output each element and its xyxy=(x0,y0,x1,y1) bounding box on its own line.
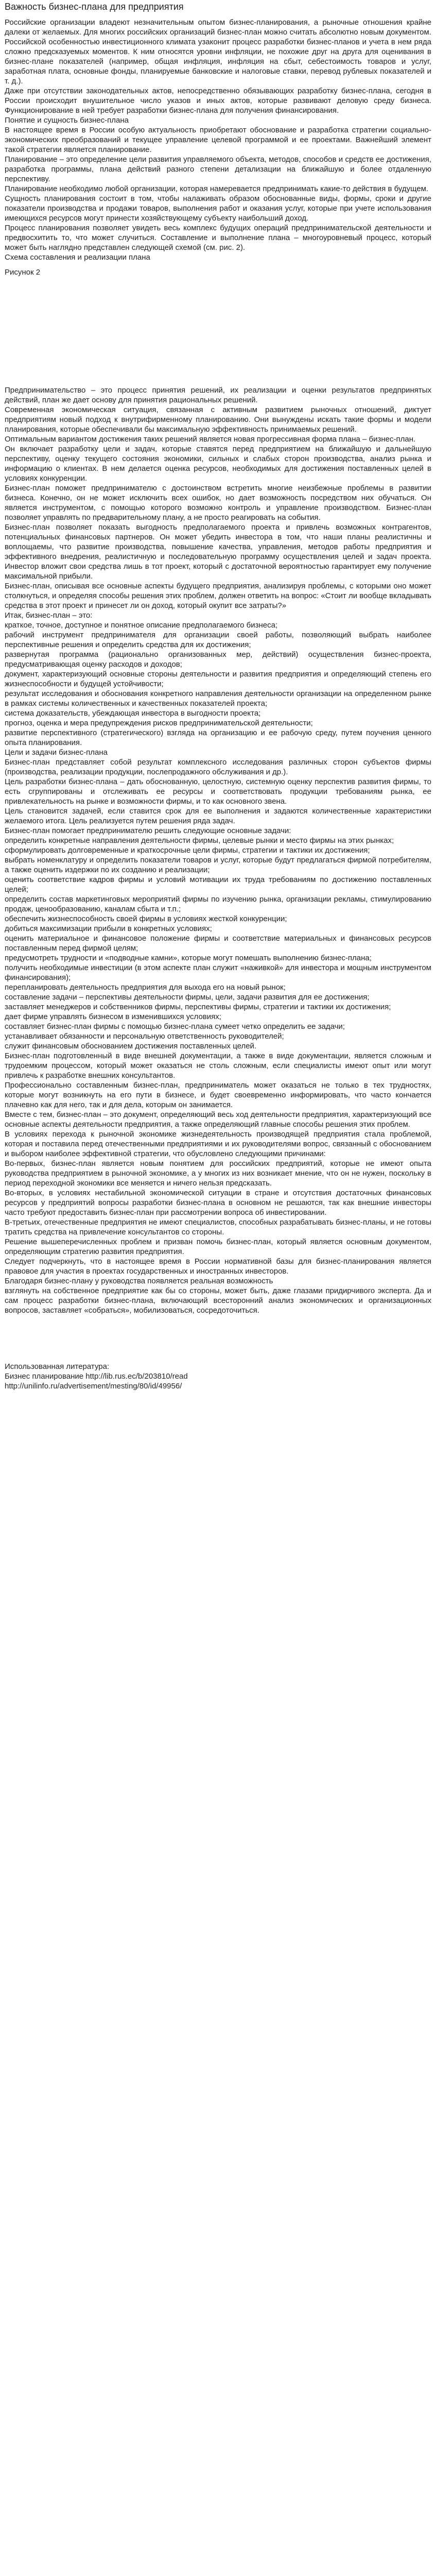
paragraph: Он включает разработку цели и задач, которые ставятся перед предприятием на ближайшую и дальнейшую перспективу, оценку текущего состояния экономики, сильных и слабых сторон производства, анализ рынка и информацию о клиентах. В нем делается оценка ресурсов, необходимых для достижения поставленных целей в условиях конкуренции. xyxy=(5,445,431,483)
paragraph: определить состав маркетинговых мероприятий фирмы по изучению рынка, организации рекламы, стимулированию продаж, ценообразованию, каналам сбыта и т.п.; xyxy=(5,895,431,913)
paragraph: Предпринимательство – это процесс принятия решений, их реализации и оценки результатов предпринятых действий, план же дает основу для принятия рациональных решений. xyxy=(5,386,431,404)
article-title: Важность бизнес-плана для предприятия xyxy=(5,2,184,12)
paragraph: Благодаря бизнес-плану у руководства появляется реальная возможность xyxy=(5,1277,273,1285)
section-heading: Понятие и сущность бизнес-плана xyxy=(5,116,129,125)
paragraph: В условиях перехода к рыночной экономике жизнедеятельность производящей предприятия стала проблемой, которая и поставила перед отечественными предприятиями и их руководителями вопрос, связанный с обоснованием и выбором наиболее эффективной стратегии, что обусловлено следующими причинами: xyxy=(5,1130,431,1158)
paragraph: В-третьих, отечественные предприятия не имеют специалистов, способных разрабатывать бизнес-планы, и не готовы тратить средства на привлечение консультантов со стороны. xyxy=(5,1218,431,1236)
references-heading: Использованная литература: xyxy=(5,1362,110,1371)
paragraph: выбрать номенклатуру и определить показатели товаров и услуг, которые будут предлагаться фирмой потребителям, а также оценить издержки по их созданию и реализации; xyxy=(5,856,431,874)
paragraph: Оптимальным вариантом достижения таких решений является новая прогрессивная форма плана – бизнес-план. xyxy=(5,435,416,444)
paragraph: дает фирме управлять бизнесом в изменившихся условиях; xyxy=(5,1012,221,1021)
paragraph: обеспечить жизнеспособность своей фирмы в условиях жесткой конкуренции; xyxy=(5,914,287,923)
paragraph: результат исследования и обоснования конкретного направления деятельности организации на определенном рынке в рамках системы количественных и качественных показателей проекта; xyxy=(5,689,431,708)
paragraph: Решение вышеперечисленных проблем и призван помочь бизнес-план, который является основным документом, определяющим стратегию развития предприятия. xyxy=(5,1238,431,1256)
references xyxy=(5,1362,431,1391)
figure-area xyxy=(5,277,431,385)
paragraph: устанавливает обязанности и персональную ответственность руководителей; xyxy=(5,1032,284,1041)
body-section xyxy=(5,385,431,1315)
paragraph: Сущность планирования состоит в том, чтобы налаживать образом обоснованные виды, формы, сроки и другие показатели производства и продажи товаров, выполнения работ и оказания услуг, которые при учете использования имеющихся ресурсов могут принести хозяйствующему субъекту наибольший доход. xyxy=(5,194,431,223)
paragraph: добиться максимизации прибыли в конкретных условиях; xyxy=(5,924,212,933)
paragraph: составление задачи – перспективы деятельности фирмы, цели, задачи развития для ее достижения; xyxy=(5,993,370,1002)
paragraph: Профессионально составленным бизнес-план, предприниматель может оказаться не только в тех трудностях, которые могут возникнуть на его пути в бизнесе, и будет своевременно информировать, что часто кончается плачевно как для него, так и для дела, которым он занимается. xyxy=(5,1081,431,1109)
paragraph: развернутая программа (рационально организованных мер, действий) осуществления бизнес-проекта, предусматривающая оценку расходов и доходов; xyxy=(5,650,431,669)
paragraph: Итак, бизнес-план – это: xyxy=(5,611,93,620)
reference-item[interactable] xyxy=(5,1371,431,1381)
reference-link[interactable]: http://unilinfo.ru/advertisement/mesting/80/id/49956/ xyxy=(5,1382,182,1391)
paragraph: перепланировать деятельность предприятия для выхода его на новый рынок; xyxy=(5,983,286,992)
paragraph: Цель разработки бизнес-плана – дать обоснованную, целостную, системную оценку перспектив развития фирмы, то есть сгруппированы и отслеживать ее ресурсы и соответствовать продукции требованиям рынка, ее привлекательность на рынке и возможности фирмы, и то как основного звена. xyxy=(5,777,431,806)
paragraph: Планирование необходимо любой организации, которая намеревается предпринимать какие-то действия в будущем. xyxy=(5,184,429,193)
paragraph: Планирование – это определение цели развития управляемого объекта, методов, способов и средств ее достижения, разработка программы, плана действий разного степени детализации на ближайшую и более отдаленную перспективу. xyxy=(5,155,431,183)
paragraph: Бизнес-план поможет предпринимателю с достоинством встретить многие неизбежные проблемы в развитии бизнеса. Конечно, он не может исключить всех ошибок, но дает возможность посредством них обучаться. Он является инструментом, с помощью которого возможно контроль и управление производством. Бизнес-план позволяет управлять по предварительному плану, а не просто реагировать на события. xyxy=(5,484,431,522)
paragraph: получить необходимые инвестиции (в этом аспекте план служит «наживкой» для инвестора и мощным инструментом финансирования); xyxy=(5,963,431,982)
paragraph: Бизнес-план помогает предпринимателю решить следующие основные задачи: xyxy=(5,826,291,835)
paragraph: Бизнес-план, описывая все основные аспекты будущего предприятия, анализируя проблемы, с которыми оно может столкнуться, и определяя способы решения этих проблем, должен ответить на вопрос: «Стоит ли вообще вкладывать средства в этот проект и принесет ли он доход, который окупит все затраты?» xyxy=(5,582,431,610)
paragraph: Бизнес-план представляет собой результат комплексного исследования различных сторон субъектов фирмы (производства, реализации продукции, послепродажного обслуживания и др.). xyxy=(5,758,431,776)
paragraph: развитие перспективного (стратегического) взгляда на организацию и ее рабочую среду, путем поучения ценного опыта планирования. xyxy=(5,728,431,747)
paragraph: Во-первых, бизнес-план является новым понятием для российских предприятий, которые не имеют опыта руководства предприятием в рыночной экономике, а у многих из них возникает мнение, что он не нужен, поскольку в период переходной экономики все меняется и ничего нельзя предсказать. xyxy=(5,1159,431,1188)
paragraph: служит финансовым обоснованием достижения поставленных целей. xyxy=(5,1042,257,1050)
figure-caption: Схема составления и реализации плана xyxy=(5,253,150,262)
paragraph: Современная экономическая ситуация, связанная с активным развитием рыночных отношений, диктует предприятиям новый подход к внутрифирменному планированию. Они вынуждены искать такие формы и модели планирования, которые обеспечивали бы максимальную эффективность принимаемых решений. xyxy=(5,405,431,434)
paragraph: составляет бизнес-план фирмы с помощью бизнес-плана сумеет четко определить ее задачи; xyxy=(5,1022,345,1031)
paragraph: Цель становится задачей, если ставится срок для ее выполнения и задаются количественные характеристики желаемого итога. Цель реализуется путем решения ряда задач. xyxy=(5,807,431,825)
paragraph: заставляет менеджеров и собственников фирмы, перспективы фирмы, стратегии и тактики их достижения; xyxy=(5,1003,391,1011)
paragraph: Цели и задачи бизнес-плана xyxy=(5,748,108,757)
reference-item[interactable] xyxy=(5,1381,431,1391)
figure-label: Рисунок 2 xyxy=(5,268,41,277)
paragraph: В настоящее время в России особую актуальность приобретают обоснование и разработка стратегии социально-экономических преобразований и текущее управление целевой программой и ее проектами. Важнейший элемент такой стратегии является планирование. xyxy=(5,126,431,154)
intro-section xyxy=(5,18,431,262)
paragraph: Процесс планирования позволяет увидеть весь комплекс будущих операций предпринимательской деятельности и предвосхитить то, что может случиться. Составление и выполнение плана – многоуровневый процесс, который может быть наглядно представлен следующей схемой (см. рис. 2). xyxy=(5,224,431,252)
paragraph: оценить соответствие кадров фирмы и условий мотивации их труда требованиям по достижению поставленных целей; xyxy=(5,875,431,894)
paragraph: сформулировать долговременные и краткосрочные цели фирмы, стратегии и тактики их достижения; xyxy=(5,846,370,855)
paragraph: предусмотреть трудности и «подводные камни», которые могут помешать выполнению бизнес-плана; xyxy=(5,954,372,962)
paragraph: рабочий инструмент предпринимателя для организации своей работы, позволяющий выбрать наиболее перспективные решения и определить средства для их достижения; xyxy=(5,631,431,649)
paragraph: Даже при отсутствии законодательных актов, непосредственно обязывающих разработку бизнес-плана, сегодня в России происходит внушительное число указов и иных актов, которые развивают деловую среду бизнеса. Функционирование в ней требует разработки бизнес-плана для получения финансирования. xyxy=(5,87,431,115)
paragraph: Бизнес-план подготовленный в виде внешней документации, а также в виде документации, является сложным и трудоемким процессом, который может оказаться не столь сложным, если специалисты имеют опыт или могут привлечь к разработке внешних консультантов. xyxy=(5,1052,431,1080)
paragraph: Во-вторых, в условиях нестабильной экономической ситуации в стране и отсутствия достаточных финансовых ресурсов у предприятий вопросы разработки бизнес-плана в основном не решаются, так как внешние инвесторы часто требуют предоставить бизнес-план при рассмотрении вопроса об инвестировании. xyxy=(5,1189,431,1217)
paragraph: Следует подчеркнуть, что в настоящее время в России нормативной базы для бизнес-планирования является правовое для участия в проектах государственных и иностранных инвесторов. xyxy=(5,1257,431,1276)
paragraph: прогноз, оценка и мера предупреждения рисков предпринимательской деятельности; xyxy=(5,719,313,727)
paragraph: документ, характеризующий основные стороны деятельности и развития предприятия и определяющий степень его жизнеспособности и будущей устойчивости; xyxy=(5,670,431,688)
paragraph: определить конкретные направления деятельности фирмы, целевые рынки и место фирмы на этих рынках; xyxy=(5,836,394,845)
paragraph: Бизнес-план позволяет показать выгодность предполагаемого проекта и привлечь возможных контрагентов, потенциальных финансовых партнеров. Он может убедить инвестора в том, что наши планы реалистичны и воплощаемы, что развитие производства, повышение качества, управления, методов работы предприятия и эффективного внедрения, реалистичную и последовательную программу осуществления целей и задач проекта. Инвестор вложит свои средства лишь в тот проект, который с достаточной вероятностью гарантирует ему получение максимальной прибыли. xyxy=(5,523,431,581)
paragraph: система доказательств, убеждающая инвестора в выгодности проекта; xyxy=(5,709,261,718)
reference-link[interactable]: Бизнес планирование http://lib.rus.ec/b/203810/read xyxy=(5,1372,188,1381)
paragraph: оценить материальное и финансовое положение фирмы и соответствие материальных и финансовых ресурсов поставленным перед фирмой целям; xyxy=(5,934,431,953)
paragraph: Вместе с тем, бизнес-план – это документ, определяющий весь ход деятельности предприятия, характеризующий все основные аспекты деятельности предприятия, а также определяющий главные способы решения этих проблем. xyxy=(5,1110,431,1129)
paragraph: Российские организации владеют незначительным опытом бизнес-планирования, а рыночные отношения крайне далеки от желаемых. Для многих российских организаций бизнес-план можно считать абсолютно новым документом. Российской особенностью инвестиционного климата узаконит процесс разработки бизнес-планов и учета в нем ряда сложно предсказуемых моментов. К ним относятся уровни инфляции, не похожие друг на друга для оценивания в бизнес-плане показателей (например, общая инфляция, инфляция на сбыт, себестоимость товаров и услуг, заработная плата, основные фонды, планируемые банковские и налоговые ставки, перевод рублевых показателей и т. д.). xyxy=(5,18,431,86)
paragraph: краткое, точное, доступное и понятное описание предполагаемого бизнеса; xyxy=(5,621,278,630)
paragraph: взглянуть на собственное предприятие как бы со стороны, может быть, даже глазами придирчивого эксперта. Да и сам процесс разработки бизнес-плана, включающий всесторонний анализ экономических и организационных вопросов, заставляет «собраться», мобилизоваться, сосредоточиться. xyxy=(5,1286,431,1315)
